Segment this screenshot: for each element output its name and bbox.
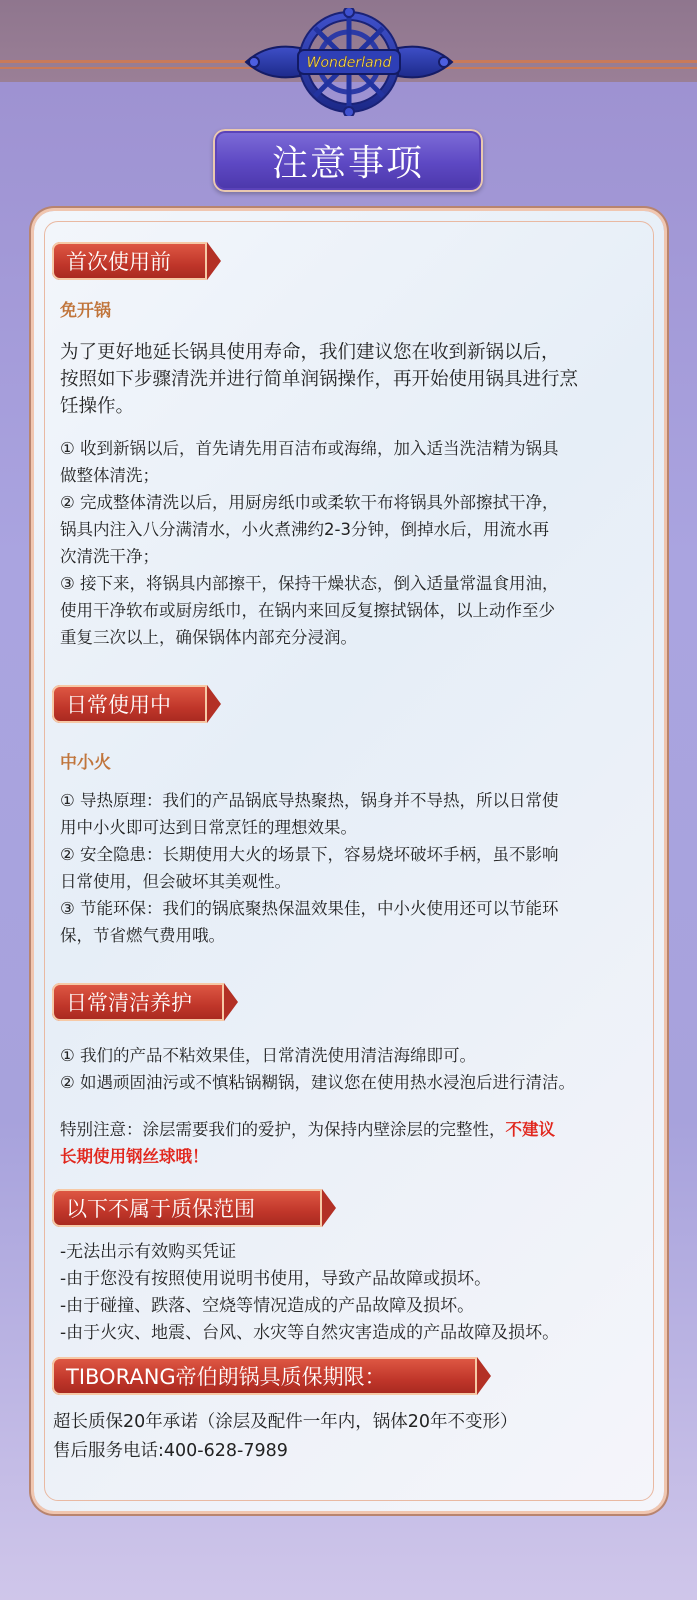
steps-list bbox=[60, 435, 650, 651]
step-line: 次清洗干净； bbox=[60, 547, 159, 566]
not-covered-line: -无法出示有效购买凭证 bbox=[60, 1242, 237, 1262]
section-title-before-first-use: 首次使用前 bbox=[52, 242, 207, 280]
logo-text: Wonderland bbox=[306, 55, 392, 71]
step-line: ③ 接下来，将锅具内部擦干，保持干燥状态，倒入适量常温食用油， bbox=[60, 574, 559, 593]
section-subtitle: 中小火 bbox=[60, 753, 111, 773]
not-covered-line: -由于碰撞、跌落、空烧等情况造成的产品故障及损坏。 bbox=[60, 1296, 475, 1316]
not-covered-line: -由于火灾、地震、台风、水灾等自然灾害造成的产品故障及损坏。 bbox=[60, 1323, 560, 1343]
step-line: ② 完成整体清洗以后，用厨房纸巾或柔软干布将锅具外部擦拭干净， bbox=[60, 493, 559, 512]
daily-use-line: 保，节省燃气费用哦。 bbox=[60, 926, 225, 945]
special-note bbox=[60, 1116, 650, 1170]
daily-use-list bbox=[60, 787, 650, 949]
cleaning-line: ① 我们的产品不粘效果佳，日常清洗使用清洁海绵即可。 bbox=[60, 1046, 477, 1065]
intro-line: 饪操作。 bbox=[60, 396, 135, 417]
step-line: ① 收到新锅以后，首先请先用百洁布或海绵，加入适当洗洁精为锅具 bbox=[60, 439, 559, 458]
cleaning-list bbox=[60, 1042, 660, 1096]
warranty-info bbox=[53, 1408, 653, 1466]
not-covered-list bbox=[60, 1239, 660, 1347]
daily-use-line: ① 导热原理：我们的产品锅底导热聚热，锅身并不导热，所以日常使 bbox=[60, 791, 559, 810]
step-line: 锅具内注入八分满清水，小火煮沸约2-3分钟，倒掉水后，用流水再 bbox=[60, 520, 549, 539]
note-text: 特别注意：涂层需要我们的爱护，为保持内壁涂层的完整性， bbox=[60, 1120, 506, 1139]
note-warning: 不建议 bbox=[505, 1120, 555, 1139]
daily-use-line: 日常使用，但会破坏其美观性。 bbox=[60, 872, 291, 891]
intro-text bbox=[60, 339, 650, 420]
daily-use-line: ③ 节能环保：我们的锅底聚热保温效果佳，中小火使用还可以节能环 bbox=[60, 899, 559, 918]
ornament-right bbox=[398, 47, 452, 78]
section-subtitle: 免开锅 bbox=[60, 301, 111, 321]
step-line: 重复三次以上，确保锅体内部充分浸润。 bbox=[60, 628, 357, 647]
step-line: 做整体清洗； bbox=[60, 466, 159, 485]
wonderland-logo bbox=[238, 8, 460, 116]
daily-use-line: 用中小火即可达到日常烹饪的理想效果。 bbox=[60, 818, 357, 837]
intro-line: 按照如下步骤清洗并进行简单润锅操作，再开始使用锅具进行烹 bbox=[60, 369, 579, 390]
section-title-not-covered: 以下不属于质保范围 bbox=[52, 1189, 322, 1227]
section-title-daily-use: 日常使用中 bbox=[52, 685, 207, 723]
daily-use-line: ② 安全隐患：长期使用大火的场景下，容易烧坏破坏手柄，虽不影响 bbox=[60, 845, 559, 864]
section-title-daily-cleaning: 日常清洁养护 bbox=[52, 983, 224, 1021]
section-title-warranty: TIBORANG帝伯朗锅具质保期限： bbox=[52, 1357, 477, 1395]
warranty-line: 超长质保20年承诺（涂层及配件一年内，锅体20年不变形） bbox=[53, 1412, 518, 1432]
note-warning: 长期使用钢丝球哦！ bbox=[60, 1147, 209, 1166]
ornament-left bbox=[246, 47, 300, 78]
page-title: 注意事项 bbox=[213, 129, 483, 192]
step-line: 使用干净软布或厨房纸巾，在锅内来回反复擦拭锅体，以上动作至少 bbox=[60, 601, 555, 620]
cleaning-line: ② 如遇顽固油污或不慎粘锅糊锅，建议您在使用热水浸泡后进行清洁。 bbox=[60, 1073, 576, 1092]
support-phone: 售后服务电话:400-628-7989 bbox=[53, 1441, 288, 1461]
intro-line: 为了更好地延长锅具使用寿命，我们建议您在收到新锅以后， bbox=[60, 342, 560, 363]
not-covered-line: -由于您没有按照使用说明书使用，导致产品故障或损坏。 bbox=[60, 1269, 492, 1289]
